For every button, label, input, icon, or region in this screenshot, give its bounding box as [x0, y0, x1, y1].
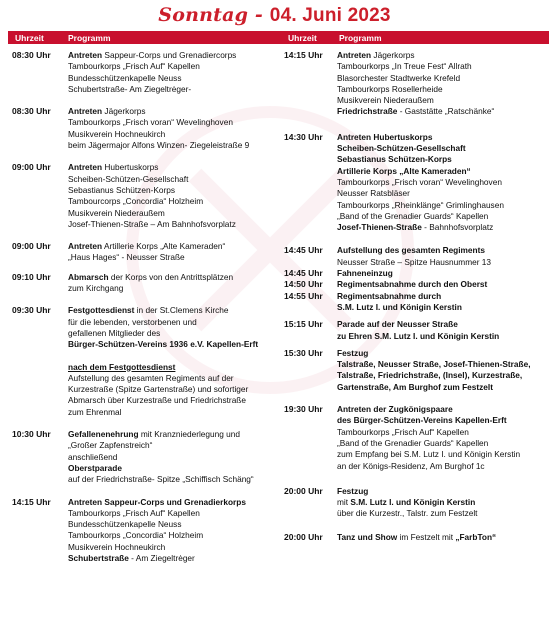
entry-text: mit Kranzniederlegung und: [138, 429, 241, 440]
entry-text: in der St.Clemens Kirche: [134, 305, 229, 316]
entry-text: Musikverein Niederaußem: [68, 207, 165, 218]
entry-time: 14:45 Uhr: [284, 268, 323, 279]
entry-time: 14:15 Uhr: [284, 50, 323, 60]
schedule-entry: [284, 486, 549, 520]
entry-text: Tambourkorps „Rheinklänge“ Grimlinghausen: [337, 199, 504, 210]
entry-text: auf der Friedrichstraße- Spitze „Schiffisch Schäng“: [68, 474, 254, 485]
entry-text: zum Kirchgang: [68, 283, 124, 294]
entry-time: 14:30 Uhr: [284, 131, 323, 142]
entry-text: Tambourkorps „Frisch Auf“ Kapellen: [68, 507, 200, 518]
entry-text: Artillerie Korps „Alte Kameraden“: [102, 241, 226, 252]
entry-heading: Regimentsabnahme durch: [337, 290, 442, 301]
entry-time: 15:15 Uhr: [284, 319, 323, 330]
entry-text: Sebastianus Schützen-Korps: [68, 184, 176, 195]
schedule-entry: [8, 305, 276, 418]
entry-time: 14:15 Uhr: [12, 496, 51, 507]
entry-text: Tambourkorps „Concordia“ Holzheim: [68, 530, 204, 541]
entry-text: im Festzelt mit: [397, 531, 456, 542]
entry-text: Tambourkorps „Frisch Auf“ Kapellen: [68, 61, 200, 72]
entry-heading: des Bürger-Schützen-Vereins Kapellen-Erft: [337, 415, 507, 426]
entry-heading: Artillerie Korps „Alte Kameraden“: [337, 165, 471, 176]
entry-heading: Oberstparade: [68, 462, 122, 473]
entry-heading: Antreten: [337, 131, 372, 142]
entry-text: - Am Ziegeltrėger: [128, 552, 195, 563]
entry-time: 09:00 Uhr: [12, 162, 51, 173]
entry-time: 10:30 Uhr: [12, 429, 51, 440]
entry-text: „Haus Hages“ - Neusser Straße: [68, 252, 185, 263]
entry-text: Neusser Ratsbläser: [337, 188, 410, 199]
entry-heading: Aufstellung des gesamten Regiments: [337, 245, 485, 256]
entry-text: Hubertuskorps: [102, 162, 159, 173]
schedule-entry: [8, 429, 276, 485]
entry-heading: „FarbTon“: [455, 531, 497, 542]
entry-text: der Korps von den Antrittsplätzen: [108, 271, 234, 282]
entry-text: an der Königs-Residenz, Am Burghof 1c: [337, 460, 485, 471]
entry-heading: Josef-Thienen-Straße: [337, 222, 422, 233]
entry-heading: Festzug: [337, 485, 369, 496]
page-title: Sonntag - 04. Juni 2023: [158, 3, 391, 26]
entry-time: 20:00 Uhr: [284, 531, 323, 542]
entry-heading: Festgottesdienst: [68, 305, 135, 316]
entry-text: Tambourcorps „Concordia“ Holzheim: [68, 196, 204, 207]
schedule-entry: [8, 272, 276, 295]
entry-time: 14:55 Uhr: [284, 290, 323, 301]
schedule-entry: [284, 291, 549, 314]
entry-text: „Band of the Grenadier Guards“ Kapellen: [337, 210, 489, 221]
table-header: [8, 31, 549, 44]
schedule-entry: [8, 241, 276, 264]
entry-text: Schubertstraße- Am Ziegeltrėger-: [68, 83, 192, 94]
entry-text: Josef-Thienen-Straße – Am Bahnhofsvorplatz: [68, 218, 236, 229]
schedule-entry: [284, 50, 549, 118]
entry-time: 09:10 Uhr: [12, 271, 51, 282]
entry-text: - Bahnhofsvorplatz: [421, 222, 494, 233]
entry-heading: zu Ehren S.M. Lutz I. und Königin Kerstin: [337, 330, 500, 341]
entry-text: Musikverein Hochneukirch: [68, 128, 166, 139]
entry-text: Kurzestraße (Spitze Gartenstraße) und sofortiger: [68, 384, 249, 395]
entry-text: über die Kurzestr., Talstr. zum Festzelt: [337, 508, 478, 519]
title-date: 04. Juni 2023: [269, 4, 391, 26]
schedule-entry: [284, 245, 549, 268]
entry-heading: Abmarsch: [68, 271, 109, 282]
entry-heading: Tanz und Show: [337, 531, 398, 542]
entry-time: 19:30 Uhr: [284, 404, 323, 415]
entry-heading: Fahneneinzug: [337, 268, 393, 279]
entry-heading: S.M. Lutz I. und Königin Kerstin: [337, 301, 462, 312]
entry-text: beim Jägermajor Alfons Winzen- Ziegeleistraße 9: [68, 140, 250, 151]
schedule-entry: [284, 319, 549, 342]
schedule-entry: [284, 532, 549, 543]
schedule-entry: [284, 268, 549, 279]
entry-time: 08:30 Uhr: [12, 106, 51, 117]
entry-heading: Parade auf der Neusser Straße: [337, 319, 458, 330]
schedule-entry: [8, 497, 276, 565]
entry-heading: Friedrichstraße: [337, 106, 398, 117]
entry-heading: Scheiben-Schützen-Gesellschaft: [337, 143, 466, 154]
title-bar: [0, 0, 549, 30]
schedule-entry: [284, 279, 549, 290]
title-day: Sonntag: [158, 3, 249, 26]
entry-heading: Hubertuskorps: [371, 131, 433, 142]
schedule-entry: [284, 348, 549, 393]
entry-text: mit: [337, 497, 351, 508]
entry-text: „Großer Zapfenstreich“: [68, 440, 153, 451]
entry-time: 09:00 Uhr: [12, 241, 51, 252]
entry-subheading: nach dem Festgottesdienst: [68, 361, 176, 372]
entry-heading: Antreten: [68, 50, 103, 60]
entry-text: für die lebenden, verstorbenen und: [68, 316, 197, 327]
entry-heading: Antreten: [68, 162, 103, 173]
entry-text: gefallenen Mitglieder des: [68, 327, 161, 338]
right-column: [284, 50, 549, 554]
entry-text: Tambourkorps „Frisch voran“ Wevelinghoven: [68, 117, 233, 128]
entry-heading: Festzug: [337, 347, 369, 358]
header-program-left: Programm: [68, 32, 111, 43]
schedule-entry: [8, 50, 276, 95]
schedule-entry: [284, 404, 549, 472]
entry-text: Neusser Straße – Spitze Hausnummer 13: [337, 256, 492, 267]
entry-time: 15:30 Uhr: [284, 347, 323, 358]
entry-text: - Gaststätte „Ratschänke“: [397, 106, 495, 117]
entry-heading: Talstraße, Neusser Straße, Josef-Thienen-Straße,: [337, 359, 531, 370]
entry-text: „Band of the Grenadier Guards“ Kapellen: [337, 437, 489, 448]
entry-text: Musikverein Niederaußem: [337, 95, 434, 106]
entry-heading: Schubertstraße: [68, 552, 129, 563]
schedule-entry: [284, 132, 549, 234]
entry-heading: Antreten: [68, 241, 103, 252]
entry-text: Sappeur-Corps und Grenadiercorps: [102, 50, 237, 60]
entry-heading: Gefallenenehrung: [68, 429, 139, 440]
entry-heading: Antreten der Zugkönigspaare: [337, 404, 453, 415]
entry-heading: Bürger-Schützen-Vereins 1936 e.V. Kapellen-Erft: [68, 339, 259, 350]
entry-time: 20:00 Uhr: [284, 485, 323, 496]
entry-heading: Antreten: [337, 50, 372, 60]
entry-time: 09:30 Uhr: [12, 305, 51, 316]
entry-heading: Antreten: [68, 106, 103, 117]
entry-heading: Sebastianus Schützen-Korps: [337, 154, 452, 165]
entry-heading: Regimentsabnahme durch den Oberst: [337, 279, 488, 290]
entry-text: Bundesschützenkapelle Neuss: [68, 72, 182, 83]
entry-heading: Antreten Sappeur-Corps und Grenadierkorps: [68, 496, 246, 507]
entry-time: 14:45 Uhr: [284, 245, 323, 256]
schedule-entry: [8, 162, 276, 230]
entry-time: 14:50 Uhr: [284, 279, 323, 290]
entry-text: Aufstellung des gesamten Regiments auf der: [68, 372, 234, 383]
entry-text: Tambourkorps Rosellerheide: [337, 83, 443, 94]
entry-text: Scheiben-Schützen-Gesellschaft: [68, 173, 189, 184]
entry-text: Abmarsch über Kurzestraße und Friedrichstraße: [68, 395, 246, 406]
header-time-left: Uhrzeit: [15, 32, 44, 43]
header-time-right: Uhrzeit: [288, 32, 317, 43]
entry-time: 08:30 Uhr: [12, 50, 51, 60]
entry-text: zum Ehrenmal: [68, 406, 122, 417]
entry-text: Tambourkorps „Frisch voran“ Wevelinghoven: [337, 176, 502, 187]
entry-text: zum Empfang bei S.M. Lutz I. und Königin Kerstin: [337, 449, 521, 460]
schedule-entry: [8, 106, 276, 151]
entry-text: Tambourkorps „In Treue Fest“ Allrath: [337, 61, 472, 72]
entry-text: Musikverein Hochneukirch: [68, 541, 166, 552]
entry-text: Jägerkorps: [102, 106, 146, 117]
entry-text: Bundesschützenkapelle Neuss: [68, 519, 182, 530]
entry-text: Blasorchester Stadtwerke Krefeld: [337, 72, 461, 83]
header-program-right: Programm: [339, 32, 382, 43]
left-column: [8, 50, 276, 575]
entry-text: Jägerkorps: [371, 50, 415, 60]
entry-heading: S.M. Lutz I. und Königin Kerstin: [350, 497, 476, 508]
entry-heading: Talstraße, Friedrichstraße, (Insel), Kurzestraße,: [337, 370, 523, 381]
entry-text: anschließend: [68, 451, 118, 462]
entry-text: Tambourkorps „Frisch Auf“ Kapellen: [337, 426, 469, 437]
entry-heading: Gartenstraße, Am Burghof zum Festzelt: [337, 381, 493, 392]
